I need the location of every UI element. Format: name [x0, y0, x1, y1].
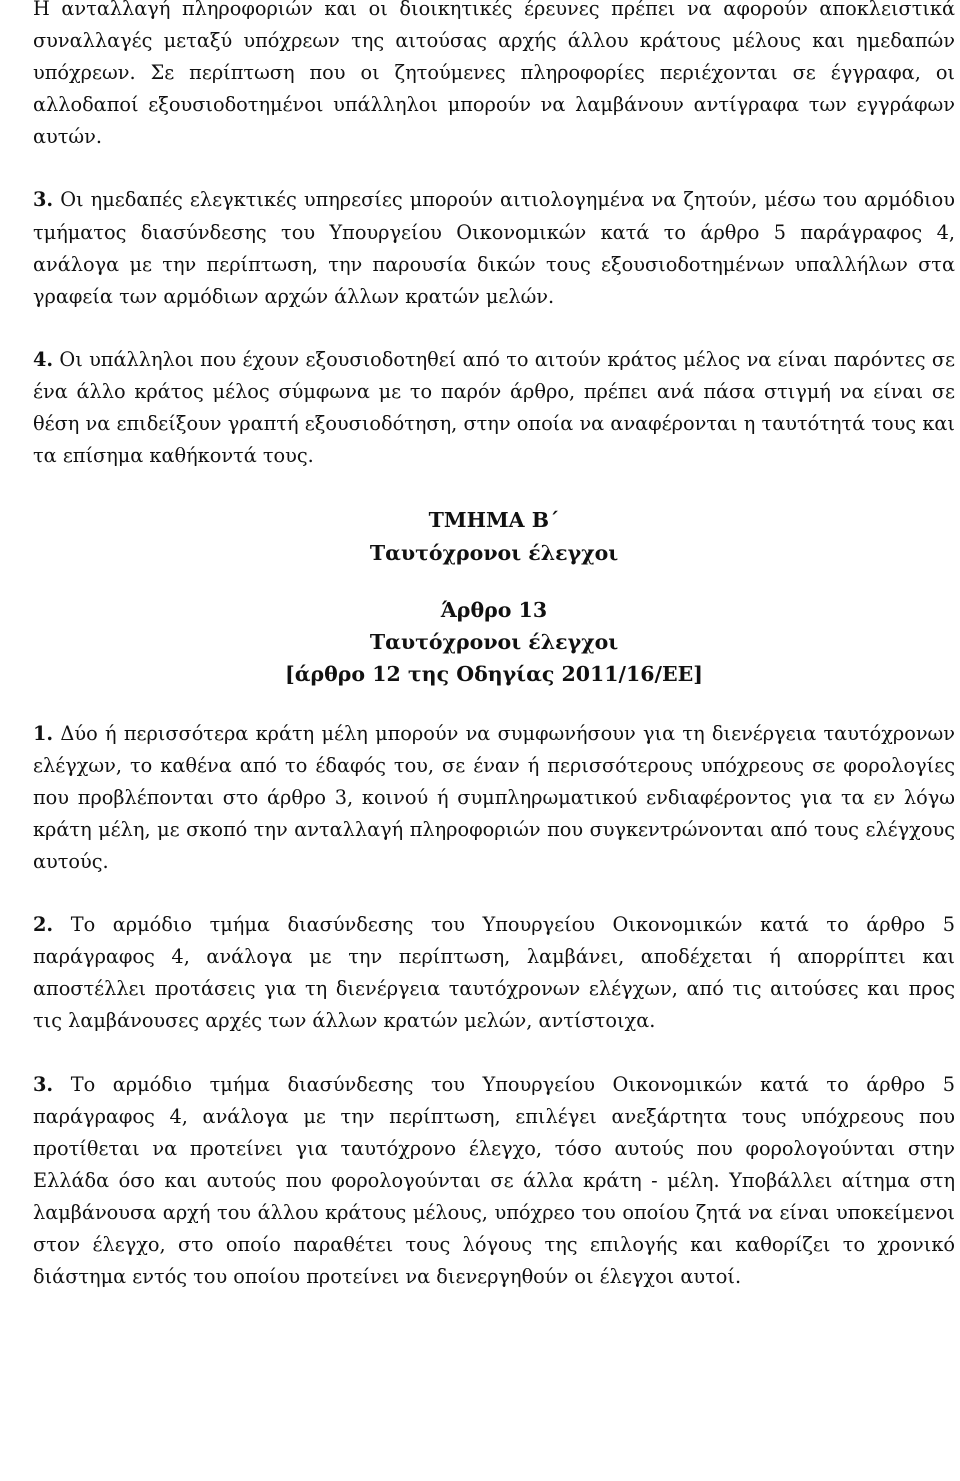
section-heading: [33, 504, 955, 569]
paragraph-number: 3.: [33, 188, 54, 212]
paragraph-text: Το αρμόδιο τμήμα διασύνδεσης του Υπουργείου Οικονομικών κατά το άρθρο 5 παράγραφος 4, ανάλογα με την περίπτωση, επιλέγει ανεξάρτητα τους υπόχρεους που προτίθεται να προτείνει για ταυτόχρονο έλεγχο, τόσο αυτούς που φορολογούνται στην Ελλάδα όσο και αυτούς που φορολογούνται σε άλλα κράτη - μέλη. Υποβάλλει αίτημα στη λαμβάνουσα αρχή του άλλου κράτους μέλους, υπόχρεο του οποίου ζητά να είναι υποκείμενοι στον έλεγχο, στο οποίο παραθέτει τους λόγους της επιλογής και καθορίζει το χρονικό διάστημα εντός του οποίου προτείνει να διενεργηθούν οι έλεγχοι αυτοί.: [33, 1072, 955, 1289]
paragraph-4: [33, 344, 955, 472]
paragraph-3: [33, 184, 955, 312]
paragraph-text: Το αρμόδιο τμήμα διασύνδεσης του Υπουργείου Οικονομικών κατά το άρθρο 5 παράγραφος 4, ανάλογα με την περίπτωση, λαμβάνει, αποδέχεται ή απορρίπτει και αποστέλλει προτάσεις για τη διενέργεια ταυτόχρονων ελέγχων, από τις αιτούσες και προς τις λαμβάνουσες αρχές των άλλων κρατών μελών, αντίστοιχα.: [33, 913, 955, 1033]
article-reference: [άρθρο 12 της Οδηγίας 2011/16/ΕΕ]: [285, 662, 703, 687]
paragraph-text: Οι ημεδαπές ελεγκτικές υπηρεσίες μπορούν αιτιολογημένα να ζητούν, μέσω του αρμόδιου τμήματος διασύνδεσης του Υπουργείου Οικονομικών κατά το άρθρο 5 παράγραφος 4, ανάλογα με την περίπτωση, την παρουσία δικών τους εξουσιοδοτημένων υπαλλήλων στα γραφεία των αρμόδιων αρχών άλλων κρατών μελών.: [33, 188, 955, 308]
paragraph-number: 2.: [33, 913, 54, 937]
intro-paragraph: Η ανταλλαγή πληροφοριών και οι διοικητικές έρευνες πρέπει να αφορούν αποκλειστικά συναλλαγές μεταξύ υπόχρεων της αιτούσας αρχής άλλου κράτους μέλους και ημεδαπών υπόχρεων. Σε περίπτωση που οι ζητούμενες πληροφορίες περιέχονται σε έγγραφα, οι αλλοδαποί εξουσιοδοτημένοι υπάλληλοι μπορούν να λαμβάνουν αντίγραφα των εγγράφων αυτών.: [33, 0, 955, 149]
section-subtitle: Ταυτόχρονοι έλεγχοι: [369, 540, 619, 565]
document-page: [33, 0, 955, 1293]
paragraph-text: Δύο ή περισσότερα κράτη μέλη μπορούν να συμφωνήσουν για τη διενέργεια ταυτόχρονων ελέγχων, το καθένα από το έδαφός του, σε έναν ή περισσότερους υπόχρεους σε φορολογίες που προβλέπονται στο άρθρο 3, κοινού ή συμπληρωματικού ενδιαφέροντος για τα εν λόγω κράτη μέλη, με σκοπό την ανταλλαγή πληροφοριών που συγκεντρώνονται από τους ελέγχους αυτούς.: [33, 721, 955, 874]
article-subtitle: Ταυτόχρονοι έλεγχοι: [369, 630, 619, 655]
paragraph-number: 4.: [33, 347, 54, 371]
section-title: ΤΜΗΜΑ Β΄: [428, 508, 560, 533]
article-paragraph-1: [33, 718, 955, 878]
paragraph-text: Οι υπάλληλοι που έχουν εξουσιοδοτηθεί από το αιτούν κράτος μέλος να είναι παρόντες σε ένα άλλο κράτος μέλος σύμφωνα με το παρόν άρθρο, πρέπει ανά πάσα στιγμή να είναι σε θέση να επιδείξουν γραπτή εξουσιοδότηση, στην οποία να αναφέρονται η ταυτότητά τους και τα επίσημα καθήκοντά τους.: [33, 347, 955, 468]
paragraph-number: 1.: [33, 721, 54, 745]
article-paragraph-3: [33, 1069, 955, 1294]
article-paragraph-2: [33, 909, 955, 1037]
article-title: Άρθρο 13: [440, 597, 548, 622]
article-heading: [33, 594, 955, 691]
paragraph-number: 3.: [33, 1072, 54, 1096]
